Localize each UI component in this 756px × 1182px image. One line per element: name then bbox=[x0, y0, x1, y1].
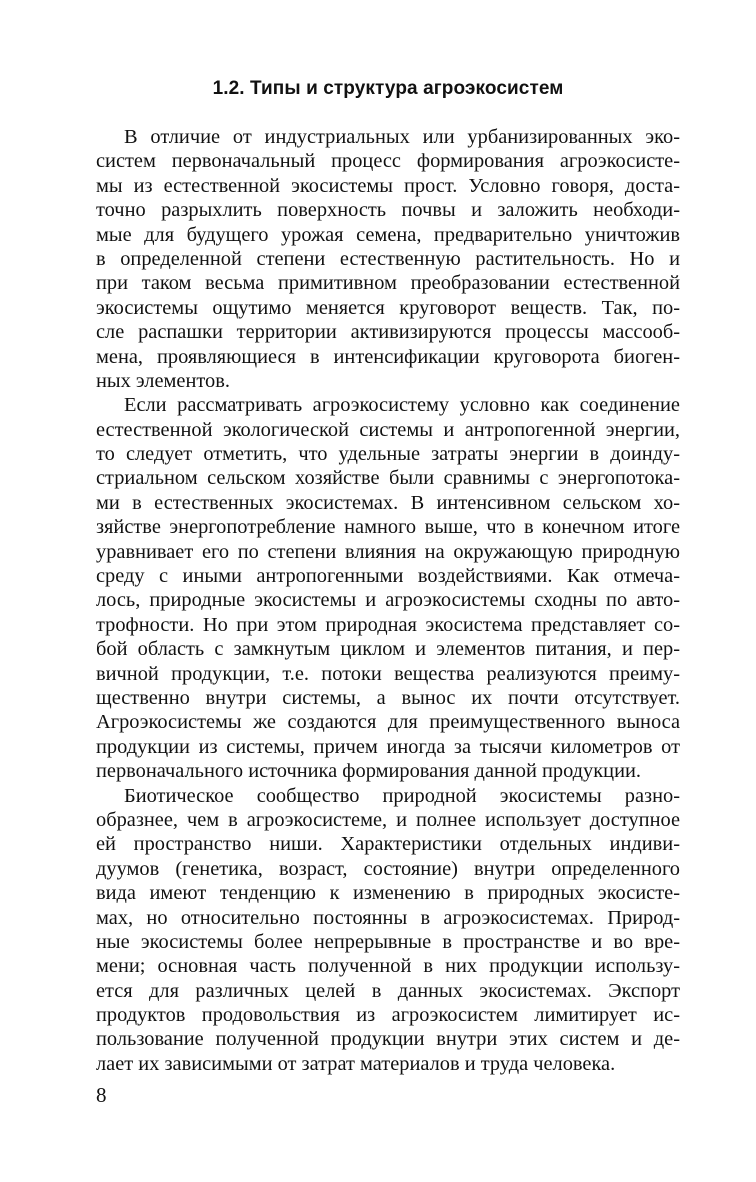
text-line: зяйстве энергопотребление намного выше, что в конечном итоге bbox=[96, 516, 680, 539]
text-line: при таком весьма примитивном преобразовании естественной bbox=[96, 272, 680, 295]
text-line: ей пространство ниши. Характеристики отдельных индиви- bbox=[96, 833, 680, 856]
text-line: вида имеют тенденцию к изменению в природных экосисте- bbox=[96, 882, 680, 905]
paragraph-2 bbox=[96, 393, 680, 783]
text-line: первоначального источника формирования данной продукции. bbox=[96, 760, 641, 783]
text-line: продуктов продовольствия из агроэкосистем лимитирует ис- bbox=[96, 1004, 680, 1027]
text-line: продукции из системы, причем иногда за тысячи километров от bbox=[96, 735, 680, 758]
text-line: Агроэкосистемы же создаются для преимущественного выноса bbox=[96, 711, 680, 734]
text-line: уравнивает его по степени влияния на окружающую природную bbox=[96, 540, 680, 563]
text-line: экосистемы ощутимо меняется круговорот веществ. Так, по- bbox=[96, 296, 680, 319]
text-line: мы из естественной экосистемы прост. Условно говоря, доста- bbox=[96, 174, 680, 197]
text-line: естественной экологической системы и антропогенной энергии, bbox=[96, 418, 680, 441]
text-line: вичной продукции, т.е. потоки вещества реализуются преиму- bbox=[96, 662, 680, 685]
text-line: лось, природные экосистемы и агроэкосистемы сходны по авто- bbox=[96, 589, 680, 612]
text-line: щественно внутри системы, а вынос их почти отсутствует. bbox=[96, 686, 680, 709]
text-line: образнее, чем в агроэкосистеме, и полнее использует доступное bbox=[96, 808, 680, 831]
text-line: пользование полученной продукции внутри этих систем и де- bbox=[96, 1028, 680, 1051]
text-line: мена, проявляющиеся в интенсификации круговорота биоген- bbox=[96, 345, 680, 368]
text-line: точно разрыхлить поверхность почвы и заложить необходи- bbox=[96, 199, 680, 222]
section-heading: 1.2. Типы и структура агроэкосистем bbox=[212, 78, 564, 99]
text-line: мени; основная часть полученной в них продукции использу- bbox=[96, 955, 680, 978]
text-line: ется для различных целей в данных экосистемах. Экспорт bbox=[96, 979, 680, 1002]
text-line: В отличие от индустриальных или урбанизированных эко- bbox=[124, 126, 680, 148]
page-content bbox=[96, 78, 680, 1076]
page-number: 8 bbox=[96, 1083, 107, 1107]
text-line: ные экосистемы более непрерывные в пространстве и во вре- bbox=[96, 930, 680, 953]
text-line: систем первоначальный процесс формирования агроэкосисте- bbox=[96, 150, 680, 173]
text-line: сле распашки территории активизируются процессы массооб- bbox=[96, 321, 680, 344]
paragraph-3 bbox=[96, 784, 680, 1077]
text-line: то следует отметить, что удельные затраты энергии в доинду- bbox=[96, 443, 680, 466]
text-line: мые для будущего урожая семена, предварительно уничтожив bbox=[96, 223, 680, 246]
text-line: ных элементов. bbox=[96, 369, 230, 392]
text-line: среду с иными антропогенными воздействиями. Как отмеча- bbox=[96, 565, 680, 588]
text-line: стриальном сельском хозяйстве были сравнимы с энергопотока- bbox=[96, 467, 680, 490]
text-line: в определенной степени естественную растительность. Но и bbox=[96, 247, 680, 270]
text-line: Если рассматривать агроэкосистему условно как соединение bbox=[124, 394, 680, 417]
text-line: бой область с замкнутым циклом и элементов питания, и пер- bbox=[96, 638, 680, 661]
text-line: мах, но относительно постоянны в агроэкосистемах. Природ- bbox=[96, 906, 680, 929]
text-line: ми в естественных экосистемах. В интенсивном сельском хо- bbox=[96, 491, 680, 514]
text-line: Биотическое сообщество природной экосистемы разно- bbox=[124, 784, 680, 807]
paragraph-1 bbox=[96, 125, 680, 393]
text-line: лает их зависимыми от затрат материалов и труда человека. bbox=[96, 1052, 616, 1075]
text-line: дуумов (генетика, возраст, состояние) внутри определенного bbox=[96, 857, 680, 880]
text-line: трофности. Но при этом природная экосистема представляет со- bbox=[96, 613, 680, 636]
